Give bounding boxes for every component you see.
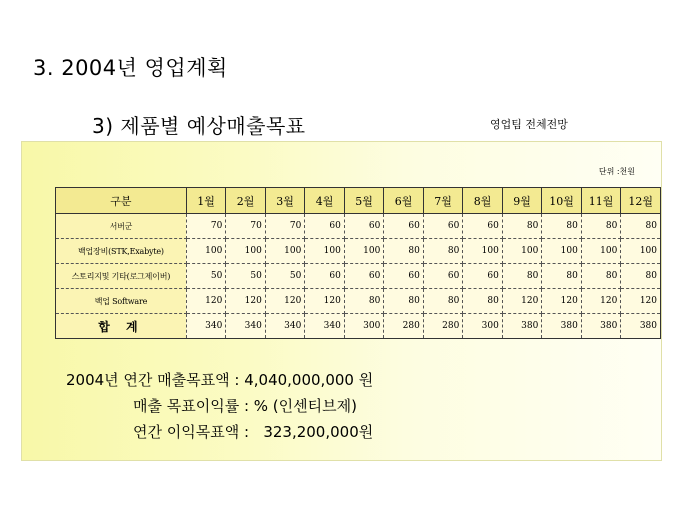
row-label: 합 계	[56, 314, 187, 339]
table-cell: 380	[542, 314, 582, 339]
header-month: 5월	[344, 188, 384, 214]
table-cell: 100	[502, 239, 542, 264]
header-month: 2월	[226, 188, 266, 214]
table-cell: 80	[423, 239, 463, 264]
row-label: 백업 Software	[56, 289, 187, 314]
table-cell: 50	[186, 264, 226, 289]
header-month: 1월	[186, 188, 226, 214]
table-cell: 50	[265, 264, 305, 289]
table-cell: 120	[265, 289, 305, 314]
header-month: 10월	[542, 188, 582, 214]
table-cell: 80	[621, 214, 661, 239]
table-cell: 80	[423, 289, 463, 314]
table-cell: 120	[186, 289, 226, 314]
table-cell: 80	[384, 289, 424, 314]
table-cell: 300	[463, 314, 503, 339]
table-cell: 60	[384, 214, 424, 239]
table-row	[56, 239, 661, 264]
table-cell: 380	[581, 314, 621, 339]
table-row	[56, 264, 661, 289]
table-cell: 60	[305, 214, 345, 239]
table-cell: 80	[384, 239, 424, 264]
table-cell: 80	[542, 214, 582, 239]
table-cell: 100	[621, 239, 661, 264]
page-heading: 3. 2004년 영업계획	[33, 56, 228, 80]
table-cell: 280	[384, 314, 424, 339]
table-cell: 60	[305, 264, 345, 289]
header-month: 11월	[581, 188, 621, 214]
table-cell: 100	[226, 239, 266, 264]
table-cell: 340	[265, 314, 305, 339]
table-cell: 80	[542, 264, 582, 289]
table-cell: 100	[305, 239, 345, 264]
table-row	[56, 214, 661, 239]
table-cell: 380	[621, 314, 661, 339]
header-month: 6월	[384, 188, 424, 214]
table-cell: 100	[463, 239, 503, 264]
table-cell: 60	[384, 264, 424, 289]
table-cell: 120	[581, 289, 621, 314]
annual-sales-target: 2004년 연간 매출목표액 : 4,040,000,000 원	[66, 371, 374, 389]
table-cell: 120	[542, 289, 582, 314]
table-cell: 60	[423, 264, 463, 289]
table-cell: 80	[581, 214, 621, 239]
row-label: 스토리지및 기타(로그제이버)	[56, 264, 187, 289]
row-label: 백업장비(STK,Exabyte)	[56, 239, 187, 264]
table-cell: 60	[463, 214, 503, 239]
table-cell: 60	[423, 214, 463, 239]
unit-note: 단위 :천원	[598, 167, 635, 176]
table-header-row	[56, 188, 661, 214]
table-cell: 60	[344, 264, 384, 289]
header-month: 12월	[621, 188, 661, 214]
table-cell: 340	[226, 314, 266, 339]
section-heading: 3) 제품별 예상매출목표	[92, 114, 306, 138]
table-cell: 100	[265, 239, 305, 264]
header-month: 3월	[265, 188, 305, 214]
header-month: 7월	[423, 188, 463, 214]
header-month: 9월	[502, 188, 542, 214]
annual-profit-target: 연간 이익목표액 : 323,200,000원	[133, 423, 374, 441]
profit-rate-target: 매출 목표이익률 : % (인센티브제)	[133, 397, 357, 415]
table-cell: 100	[344, 239, 384, 264]
table-cell: 120	[502, 289, 542, 314]
table-cell: 80	[581, 264, 621, 289]
table-cell: 300	[344, 314, 384, 339]
row-label: 서버군	[56, 214, 187, 239]
table-cell: 70	[265, 214, 305, 239]
table-row	[56, 289, 661, 314]
sales-target-table	[55, 187, 661, 339]
table-cell: 80	[344, 289, 384, 314]
table-cell: 120	[621, 289, 661, 314]
header-category: 구분	[56, 188, 187, 214]
table-cell: 280	[423, 314, 463, 339]
table-cell: 100	[581, 239, 621, 264]
table-cell: 70	[226, 214, 266, 239]
table-cell: 50	[226, 264, 266, 289]
table-cell: 60	[344, 214, 384, 239]
table-cell: 120	[226, 289, 266, 314]
table-cell: 80	[502, 264, 542, 289]
table-cell: 100	[186, 239, 226, 264]
header-month: 4월	[305, 188, 345, 214]
table-cell: 80	[463, 289, 503, 314]
table-cell: 80	[502, 214, 542, 239]
department-label: 영업팀 전체전망	[490, 118, 568, 131]
table-cell: 380	[502, 314, 542, 339]
table-cell: 100	[542, 239, 582, 264]
table-cell: 120	[305, 289, 345, 314]
table-cell: 340	[186, 314, 226, 339]
table-cell: 70	[186, 214, 226, 239]
total-row	[56, 314, 661, 339]
sales-target-panel	[21, 141, 662, 461]
table-cell: 80	[621, 264, 661, 289]
header-month: 8월	[463, 188, 503, 214]
table-cell: 60	[463, 264, 503, 289]
table-cell: 340	[305, 314, 345, 339]
